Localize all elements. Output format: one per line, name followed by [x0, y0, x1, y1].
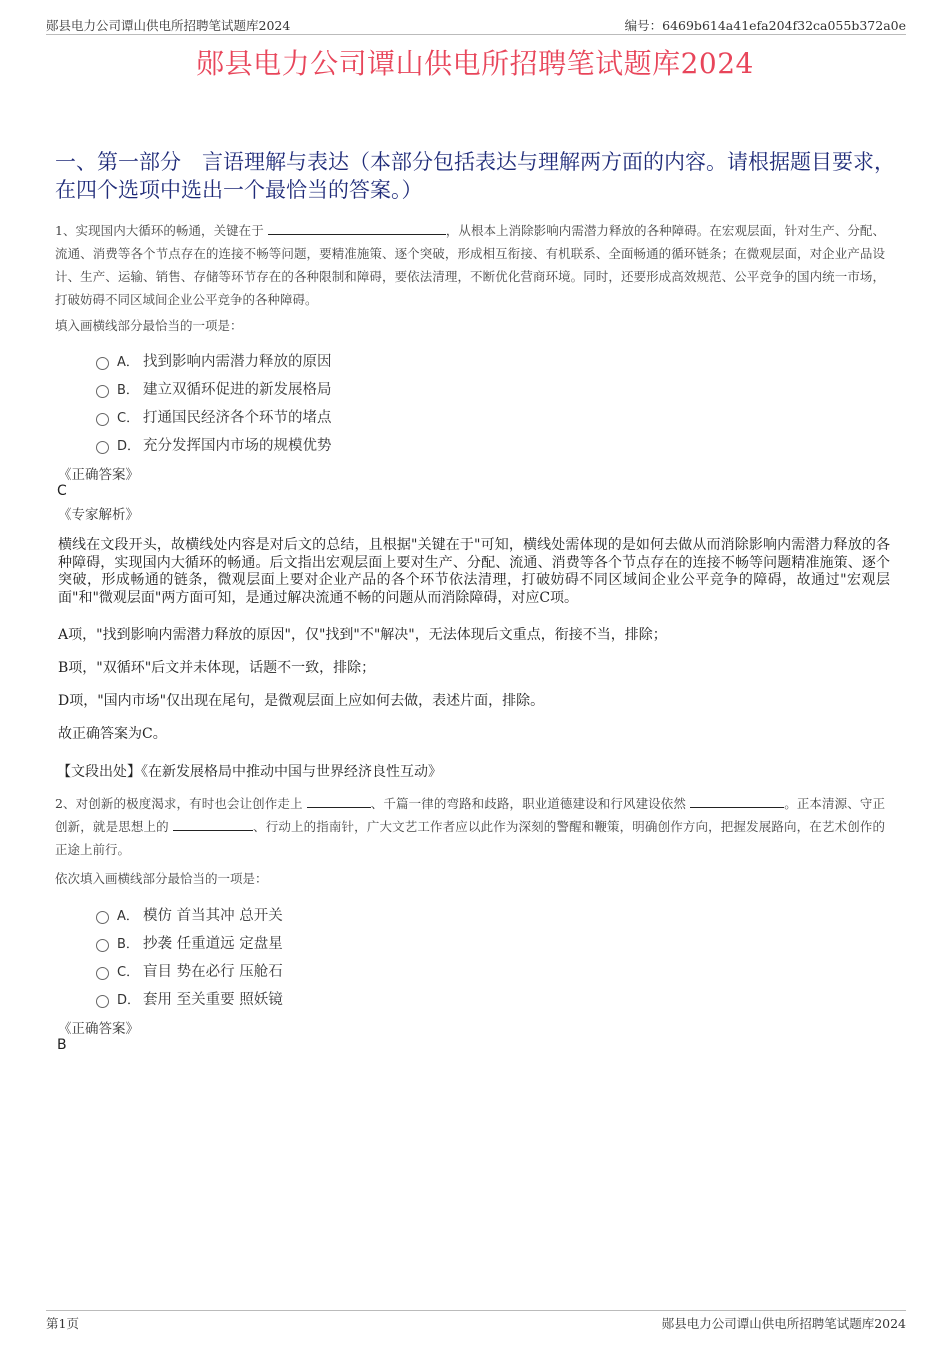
answer-blank: [173, 816, 253, 831]
option-a[interactable]: [96, 350, 332, 370]
radio-icon[interactable]: [96, 939, 109, 952]
page-number: 第1页: [46, 1316, 79, 1331]
analysis-label: 《专家解析》: [58, 507, 139, 523]
question-1-text-pre: 1、实现国内大循环的畅通，关键在于: [55, 223, 264, 238]
radio-icon[interactable]: [96, 413, 109, 426]
option-letter: B．: [117, 383, 139, 398]
radio-icon[interactable]: [96, 357, 109, 370]
page-footer: [46, 1310, 906, 1331]
option-letter: A．: [117, 355, 139, 370]
question-1-text-post: ，从根本上消除影响内需潜力释放的各种障碍。在宏观层面，针对生产、分配、流通、消费等各个节点存在的连接不畅等问题，要精准施策、逐个突破，形成相互衔接、有机联系、全面畅通的循环链条；在微观层面，对企业产品设计、生产、运输、销售、存储等环节存在的各种限制和障碍，要依法清理，不断优化营商环境。同时，还要形成高效规范、公平竞争的国内统一市场，打破妨碍不同区域间企业公平竞争的各种障碍。: [55, 223, 885, 307]
option-a-note: A项，"找到影响内需潜力释放的原因"，仅"找到"不"解决"，无法体现后文重点，衔接不当，排除；: [58, 627, 667, 643]
question-1-stem: [55, 219, 885, 311]
option-b[interactable]: [96, 932, 283, 952]
option-text: 建立双循环促进的新发展格局: [143, 382, 332, 398]
option-text: 套用 至关重要 照妖镜: [143, 992, 283, 1008]
header-doc-title: 郧县电力公司谭山供电所招聘笔试题库2024: [46, 18, 291, 33]
question-2-prompt: 依次填入画横线部分最恰当的一项是：: [55, 871, 268, 886]
option-letter: A．: [117, 909, 139, 924]
question-2-text-post: 、行动上的指南针，广大文艺工作者应以此作为深刻的警醒和鞭策，明确创作方向，把握发展路向，在艺术创作的正途上前行。: [55, 819, 885, 857]
option-text: 找到影响内需潜力释放的原因: [143, 354, 332, 370]
section-heading: 一、第一部分 言语理解与表达（本部分包括表达与理解两方面的内容。请根据题目要求，在四个选项中选出一个最恰当的答案。）: [55, 150, 895, 202]
option-text: 盲目 势在必行 压舱石: [143, 964, 283, 980]
option-d[interactable]: [96, 434, 332, 454]
answer-value: B: [57, 1037, 67, 1053]
radio-icon[interactable]: [96, 911, 109, 924]
option-letter: D．: [117, 439, 141, 454]
answer-blank: [690, 793, 784, 808]
radio-icon[interactable]: [96, 441, 109, 454]
option-text: 模仿 首当其冲 总开关: [143, 908, 283, 924]
page-header: [46, 14, 906, 35]
option-b[interactable]: [96, 378, 332, 398]
radio-icon[interactable]: [96, 385, 109, 398]
analysis-text: 横线在文段开头，故横线处内容是对后文的总结，且根据"关键在于"可知，横线处需体现的是如何去做从而消除影响内需潜力释放的各种障碍，实现国内大循环的畅通。后文指出宏观层面上要对生产、分配、流通、消费等各个节点存在的连接不畅等问题精准施策、逐个突破，形成畅通的链条，微观层面上要对企业产品的各个环节依法清理，打破妨碍不同区域间企业公平竞争的障碍，故通过"宏观层面"和"微观层面"两方面可知，是通过解决流通不畅的问题从而消除障碍，对应C项。: [58, 537, 890, 606]
option-a[interactable]: [96, 904, 283, 924]
page-title: 郧县电力公司谭山供电所招聘笔试题库2024: [196, 47, 754, 80]
conclusion: 故正确答案为C。: [58, 726, 167, 742]
answer-value: C: [57, 483, 67, 499]
source-citation: 【文段出处】《在新发展格局中推动中国与世界经济良性互动》: [57, 764, 442, 780]
answer-blank: [307, 793, 371, 808]
option-text: 充分发挥国内市场的规模优势: [143, 438, 332, 454]
question-2-stem: [55, 792, 885, 861]
option-b-note: B项，"双循环"后文并未体现，话题不一致，排除；: [58, 660, 376, 676]
answer-label: 《正确答案》: [58, 467, 139, 483]
option-letter: C．: [117, 965, 140, 980]
question-2-text-mid1: 、千篇一律的弯路和歧路，职业道德建设和行风建设依然: [370, 796, 687, 811]
radio-icon[interactable]: [96, 995, 109, 1008]
radio-icon[interactable]: [96, 967, 109, 980]
option-d[interactable]: [96, 988, 283, 1008]
question-2-text-pre: 2、对创新的极度渴求，有时也会让创作走上: [55, 796, 303, 811]
footer-doc-title: 郧县电力公司谭山供电所招聘笔试题库2024: [661, 1316, 906, 1331]
option-c[interactable]: [96, 960, 283, 980]
answer-blank: [268, 220, 446, 235]
option-c[interactable]: [96, 406, 332, 426]
option-text: 打通国民经济各个环节的堵点: [143, 410, 332, 426]
header-doc-id: 编号：6469b614a41efa204f32ca055b372a0e: [624, 18, 906, 33]
option-text: 抄袭 任重道远 定盘星: [143, 936, 283, 952]
question-2-text-mid2: 。正本清源、守正创新，就是思想上的: [55, 796, 885, 834]
option-letter: D．: [117, 993, 141, 1008]
option-letter: C．: [117, 411, 140, 426]
option-d-note: D项，"国内市场"仅出现在尾句，是微观层面上应如何去做，表述片面，排除。: [58, 693, 545, 709]
question-1-prompt: 填入画横线部分最恰当的一项是：: [55, 318, 243, 333]
option-letter: B．: [117, 937, 139, 952]
answer-label: 《正确答案》: [58, 1021, 139, 1037]
